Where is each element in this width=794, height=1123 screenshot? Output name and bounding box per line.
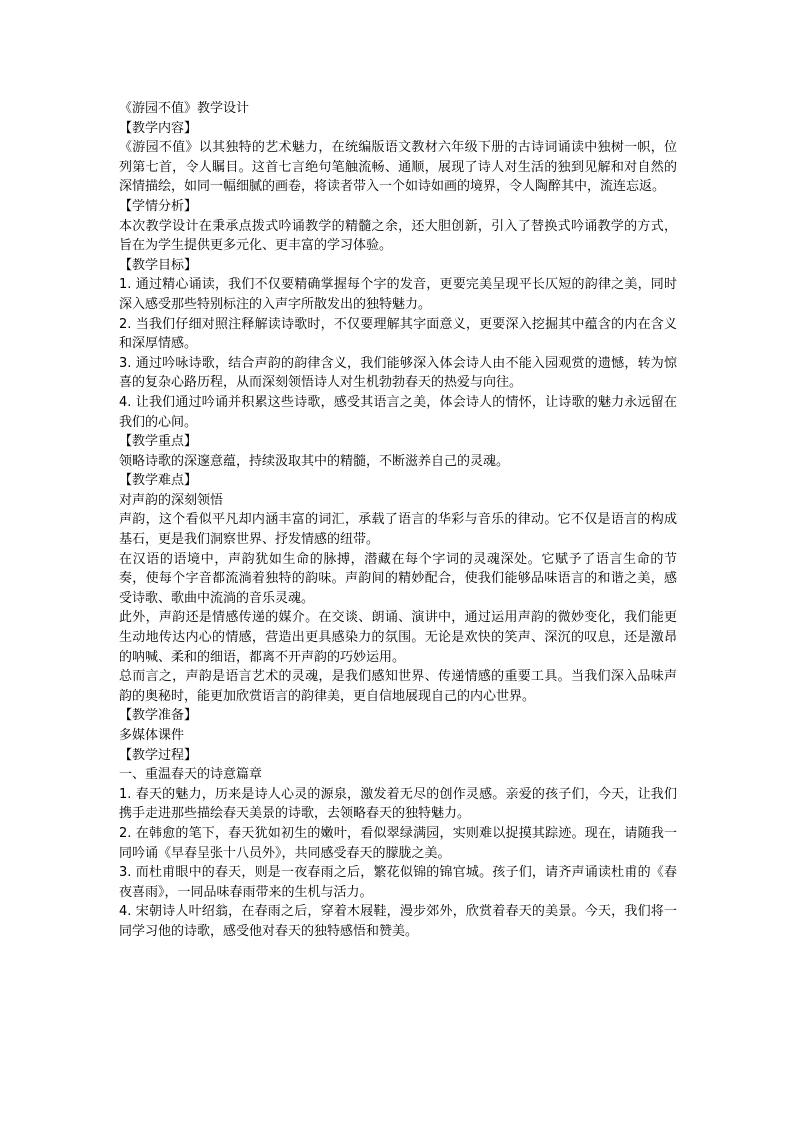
section-heading: 【教学内容】 <box>119 120 198 136</box>
section-heading: 【教学重点】 <box>119 434 198 450</box>
section-heading: 【教学过程】 <box>119 747 198 763</box>
section-goals <box>119 256 677 432</box>
paragraph: 领略诗歌的深邃意蕴，持续汲取其中的精髓，不断滋养自己的灵魂。 <box>119 453 510 469</box>
process-item: 4. 宋朝诗人叶绍翁，在春雨之后，穿着木屐鞋，漫步郊外，欣赏着春天的美景。今天，我们将一同学习他的诗歌，感受他对春天的独特感悟和赞美。 <box>119 904 677 939</box>
process-item: 1. 春天的魅力，历来是诗人心灵的源泉，激发着无尽的创作灵感。亲爱的孩子们，今天，让我们携手走进那些描绘春天美景的诗歌，去领略春天的独特魅力。 <box>119 786 677 822</box>
section-process <box>119 746 677 942</box>
process-item: 2. 在韩愈的笔下，春天犹如初生的嫩叶，看似翠绿满园，实则难以捉摸其踪迹。现在，请随我一同吟诵《早春呈张十八员外》，共同感受春天的朦胧之美。 <box>119 825 677 861</box>
process-item: 3. 而杜甫眼中的春天，则是一夜春雨之后，繁花似锦的锦官城。孩子们，请齐声诵读杜甫的《春夜喜雨》，一同品味春雨带来的生机与活力。 <box>119 865 677 900</box>
section-key-points <box>119 432 677 471</box>
section-analysis <box>119 197 677 256</box>
paragraph: 《游园不值》以其独特的艺术魅力，在统编版语文教材六年级下册的古诗词诵读中独树一帜，位列第七首，令人瞩目。这首七言绝句笔触流畅、通顺，展现了诗人对生活的独到见解和对自然的深情描绘，如同一幅细腻的画卷，将读者带入一个如诗如画的境界，令人陶醉其中，流连忘返。 <box>119 140 677 195</box>
document-title: 《游园不值》教学设计 <box>119 101 250 116</box>
paragraph: 声韵，这个看似平凡却内涵丰富的词汇，承载了语言的华彩与音乐的律动。它不仅是语言的构成基石，更是我们洞察世界、抒发情感的纽带。 <box>119 512 677 548</box>
goal-item: 1. 通过精心诵读，我们不仅要精确掌握每个字的发音，更要完美呈现平长仄短的韵律之美，同时深入感受那些特别标注的入声字所散发出的独特魅力。 <box>119 277 677 312</box>
goal-item: 4. 让我们通过吟诵并积累这些诗歌，感受其语言之美，体会诗人的情怀，让诗歌的魅力永远留在我们的心间。 <box>119 394 677 430</box>
subheading: 一、重温春天的诗意篇章 <box>119 767 263 783</box>
section-heading: 【学情分析】 <box>119 198 198 214</box>
section-difficulties <box>119 471 677 706</box>
document-page <box>119 99 677 942</box>
paragraph: 多媒体课件 <box>119 728 185 743</box>
goal-item: 3. 通过吟咏诗歌，结合声韵的韵律含义，我们能够深入体会诗人由不能入园观赏的遗憾，转为惊喜的复杂心路历程，从而深刻领悟诗人对生机勃勃春天的热爱与向往。 <box>119 355 677 391</box>
paragraph: 在汉语的语境中，声韵犹如生命的脉搏，潜藏在每个字词的灵魂深处。它赋予了语言生命的节奏，使每个字音都流淌着独特的韵味。声韵间的精妙配合，使我们能够品味语言的和谐之美，感受诗歌、歌曲中流淌的音乐灵魂。 <box>119 551 677 606</box>
goal-item: 2. 当我们仔细对照注释解读诗歌时，不仅要理解其字面意义，更要深入挖掘其中蕴含的内在含义和深厚情感。 <box>119 316 677 352</box>
section-content <box>119 119 677 197</box>
section-heading: 【教学准备】 <box>119 708 198 724</box>
section-heading: 【教学难点】 <box>119 473 198 489</box>
section-preparation <box>119 706 677 745</box>
paragraph: 总而言之，声韵是语言艺术的灵魂，是我们感知世界、传递情感的重要工具。当我们深入品味声韵的奥秘时，能更加欣赏语言的韵律美，更自信地展现自己的内心世界。 <box>119 669 677 704</box>
paragraph: 此外，声韵还是情感传递的媒介。在交谈、朗诵、演讲中，通过运用声韵的微妙变化，我们能更生动地传达内心的情感，营造出更具感染力的氛围。无论是欢快的笑声、深沉的叹息，还是激昂的呐喊、柔和的细语，都离不开声韵的巧妙运用。 <box>119 610 677 665</box>
section-heading: 【教学目标】 <box>119 257 198 273</box>
paragraph: 对声韵的深刻领悟 <box>119 492 224 508</box>
paragraph: 本次教学设计在秉承点拨式吟诵教学的精髓之余，还大胆创新，引入了替换式吟诵教学的方式，旨在为学生提供更多元化、更丰富的学习体验。 <box>119 218 677 254</box>
